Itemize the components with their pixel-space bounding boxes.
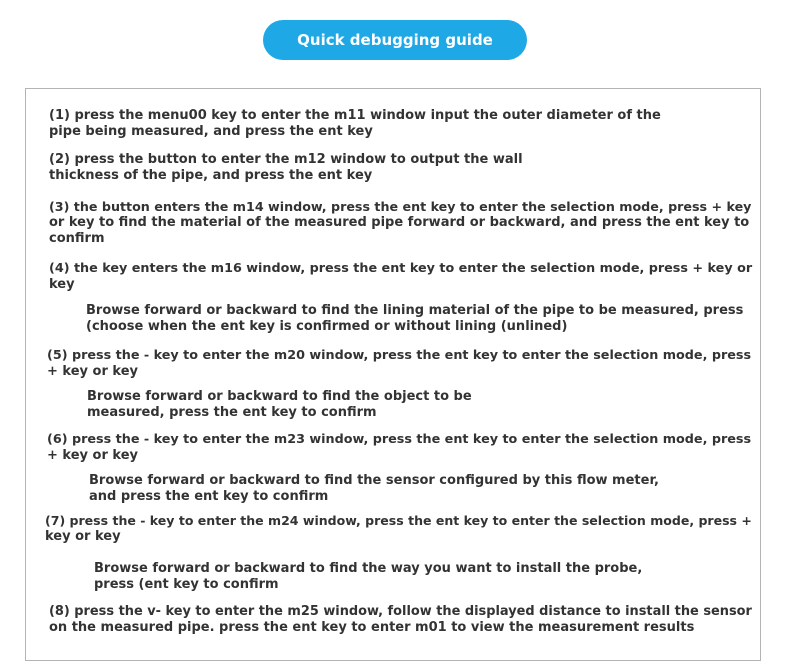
step-6-line-2: + key or key [47, 448, 138, 463]
step-4-line-1: (4) the key enters the m16 window, press the ent key to enter the selection mode, press + key or [49, 261, 753, 276]
step-6-detail-line-2: and press the ent key to confirm [89, 489, 329, 504]
step-6-line-1: (6) press the - key to enter the m23 window, press the ent key to enter the selection mode, press [47, 432, 752, 447]
step-6-detail-line-1: Browse forward or backward to find the sensor configured by this flow meter, [89, 473, 659, 488]
step-2-line-1: (2) press the button to enter the m12 window to output the wall [49, 152, 523, 167]
step-4-detail-line-1: Browse forward or backward to find the lining material of the pipe to be measured, press [86, 303, 744, 318]
step-3-line-1: (3) the button enters the m14 window, press the ent key to enter the selection mode, press + key [49, 199, 752, 214]
step-1-line-2: pipe being measured, and press the ent key [49, 124, 373, 139]
step-1-line-1: (1) press the menu00 key to enter the m11 window input the outer diameter of the [49, 108, 661, 123]
step-7-line-1: (7) press the - key to enter the m24 window, press the ent key to enter the selection mode, press + [45, 513, 752, 528]
step-3-line-3: confirm [49, 231, 105, 246]
step-5-detail-line-2: measured, press the ent key to confirm [87, 405, 377, 420]
guide-title-badge: Quick debugging guide [263, 20, 527, 60]
step-8-line-1: (8) press the v- key to enter the m25 window, follow the displayed distance to install the sensor [49, 604, 752, 619]
step-5-line-2: + key or key [47, 364, 138, 379]
step-4-line-2: key [49, 277, 75, 292]
step-7-detail-line-1: Browse forward or backward to find the way you want to install the probe, [94, 561, 643, 576]
step-7-detail-line-2: press (ent key to confirm [94, 577, 279, 592]
step-2-line-2: thickness of the pipe, and press the ent key [49, 168, 373, 183]
step-3-line-2: or key to find the material of the measured pipe forward or backward, and press the ent key to [49, 215, 750, 230]
step-7-line-2: key or key [45, 529, 121, 544]
step-5-detail-line-1: Browse forward or backward to find the object to be [87, 389, 472, 404]
step-8-line-2: on the measured pipe. press the ent key to enter m01 to view the measurement results [49, 620, 695, 635]
step-5-line-1: (5) press the - key to enter the m20 window, press the ent key to enter the selection mode, press [47, 348, 752, 363]
step-4-detail-line-2: (choose when the ent key is confirmed or without lining (unlined) [86, 319, 568, 334]
